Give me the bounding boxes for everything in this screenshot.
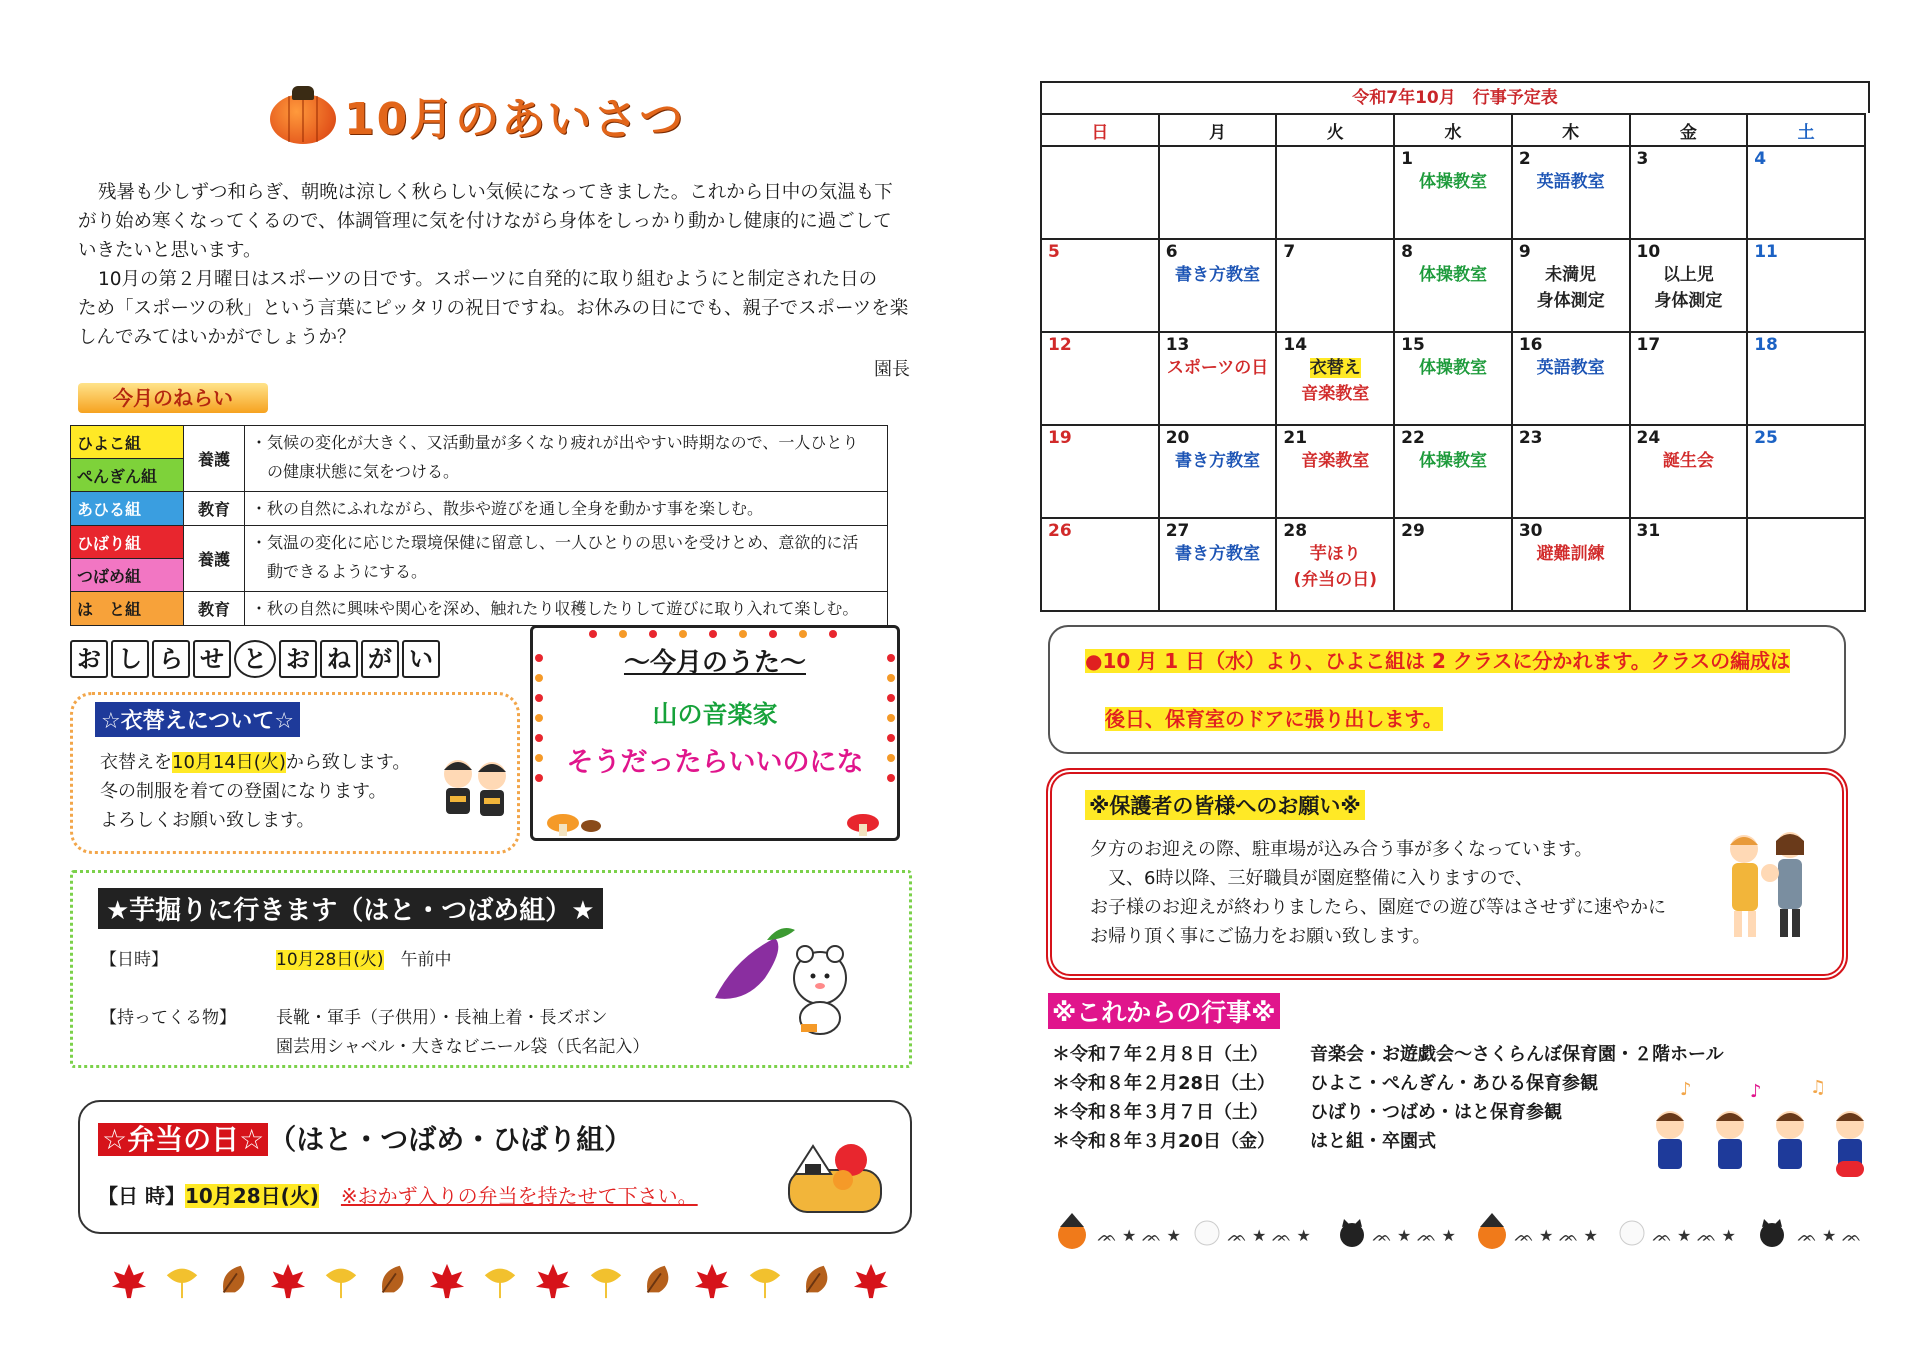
calendar-day-cell [1159,239,1277,332]
imohori-date-label: 【日時】 [100,950,168,970]
brown-leaf-icon [799,1262,837,1300]
calendar-event [1283,381,1387,407]
edu-label: 教育 [184,492,245,526]
calendar-event-text: 英語教室 [1536,358,1605,378]
koromogae-title: ☆衣替えについて☆ [95,702,300,737]
list-item [1052,1040,1724,1069]
heading-char: せ [193,640,231,678]
greeting-line: がり始め寒くなってくるので、体調管理に気を付けながら身体をしっかり動かし健康的に過ごして [78,211,892,232]
calendar-event-text: 書き方教室 [1175,265,1261,285]
calendar-day-cell [1512,332,1630,425]
calendar-event-text: 体操教室 [1418,451,1487,471]
maple-leaf-icon [269,1262,307,1300]
calendar-event-text: 以上児 [1662,265,1714,285]
koromogae-text: 衣替えを [100,752,172,773]
calendar-day-cell [1630,332,1748,425]
day-number: 28 [1283,521,1308,541]
calendar-day-cell [1630,425,1748,518]
calendar-title: 令和7年10月 行事予定表 [1040,81,1870,113]
calendar-week-row [1041,518,1865,611]
maple-leaf-icon [428,1262,466,1300]
day-number: 2 [1518,149,1531,169]
autumn-leaves-border [110,1262,890,1300]
greeting-signature: 園長 [874,359,910,380]
greeting-line: 残暑も少しずつ和らぎ、朝晩は涼しく秋らしい気候になってきました。これから日中の気温も下 [98,182,893,203]
list-item [1052,1098,1724,1127]
maple-leaf-icon [534,1262,572,1300]
weekday-header: 日 [1041,114,1159,146]
koromogae-body [100,748,410,835]
svg-text:♪: ♪ [1680,1079,1692,1100]
edu-label: 教育 [184,592,245,626]
calendar-event [1283,541,1387,567]
calendar-day-cell [1512,518,1630,611]
bento-box-illustration [785,1140,885,1216]
calendar-day-cell [1041,239,1159,332]
class-label: ひよこ組 [71,426,184,459]
bento-title-red: ☆弁当の日☆ [98,1123,268,1156]
imohori-items: 園芸用シャベル・大きなビニール袋（氏名記入） [276,1037,650,1057]
heading-char: が [361,640,399,678]
day-number: 20 [1165,428,1190,448]
weekday-header: 土 [1747,114,1865,146]
calendar-day-cell [1394,425,1512,518]
care-text-line: ・気温の変化に応じた環境保健に留意し、一人ひとりの思いを受けとめ、意欲的に活 [251,533,859,552]
svg-text:ᨏ ★ ᨏ: ᨏ ★ ᨏ [1797,1226,1862,1245]
maple-leaf-icon [693,1262,731,1300]
class-label: つばめ組 [71,559,184,592]
calendar-day-cell [1747,332,1865,425]
calendar-event [1166,541,1270,567]
care-text [245,526,888,592]
day-number: 18 [1754,335,1778,355]
calendar-event [1283,448,1387,474]
greeting-paragraph [78,178,918,352]
svg-text:ᨏ ★ ᨏ ★: ᨏ ★ ᨏ ★ [1514,1226,1598,1245]
bento-title-classes: （はと・つばめ・ひばり組） [268,1123,633,1156]
calendar-grid [1040,113,1866,612]
care-text [245,426,888,492]
list-item [1052,1127,1724,1156]
greeting-line: いきたいと思います。 [78,240,262,261]
calendar-event [1401,262,1505,288]
care-label: 養護 [184,426,245,492]
calendar-event-text: (弁当の日) [1293,570,1378,590]
calendar-event [1637,448,1741,474]
day-number: 15 [1401,335,1425,355]
calendar-day-cell [1041,332,1159,425]
heading-char: し [111,640,149,678]
calendar-day-cell [1159,332,1277,425]
day-number: 19 [1048,428,1072,448]
parent-request-title: ※保護者の皆様へのお願い※ [1085,790,1365,820]
calendar-event-text: 英語教室 [1536,172,1605,192]
day-number: 26 [1048,521,1072,541]
calendar-day-cell [1276,518,1394,611]
imohori-title: ★芋掘りに行きます（はと・つばめ組）★ [98,888,603,929]
calendar-event [1401,448,1505,474]
calendar-event [1283,567,1387,593]
request-line: 夕方のお迎えの際、駐車場が込み合う事が多くなっています。 [1090,839,1593,860]
calendar-event [1401,169,1505,195]
calendar-day-cell [1041,146,1159,239]
svg-text:ᨏ ★ ᨏ ★: ᨏ ★ ᨏ ★ [1372,1226,1456,1245]
calendar-event-text: 書き方教室 [1175,544,1261,564]
care-text-line: ・気候の変化が大きく、又活動量が多くなり疲れが出やすい時期なので、一人ひとり [251,433,859,452]
imohori-items-label: 【持ってくる物】 [100,1008,236,1028]
song-name-2: そうだったらいいのにな [566,747,864,778]
event-name: はと組・卒園式 [1310,1131,1436,1152]
day-number: 8 [1401,242,1413,262]
parent-teacher-illustration [1718,825,1818,945]
heading-char: ね [320,640,358,678]
calendar-week-row [1041,425,1865,518]
greeting-heading [270,80,685,150]
request-line: お子様のお迎えが終わりましたら、園庭での遊び等はさせずに速やかに [1090,897,1666,918]
koromogae-text: よろしくお願い致します。 [100,810,315,831]
day-number: 11 [1754,242,1778,262]
calendar-event-text: 未満児 [1545,265,1597,285]
svg-text:♪: ♪ [1750,1081,1762,1102]
children-illustration [436,752,516,824]
event-date: ＊令和７年２月８日（土） [1052,1044,1268,1065]
calendar-event-text: 芋ほり [1309,544,1361,564]
calendar-day-cell [1276,332,1394,425]
ginkgo-leaf-icon [746,1262,784,1300]
greeting-line: ため「スポーツの秋」という言葉にピッタリの祝日ですね。お休みの日にでも、親子でスポーツを楽 [78,298,909,319]
calendar-day-cell [1041,518,1159,611]
class-label: ぺんぎん組 [71,459,184,492]
heading-char: い [402,640,440,678]
maple-leaf-icon [852,1262,890,1300]
bento-title [98,1118,632,1158]
calendar-event [1519,541,1623,567]
calendar-day-cell [1630,146,1748,239]
bento-note: ※おかず入りの弁当を持たせて下さい。 [340,1184,698,1208]
aims-title: 今月のねらい [78,383,268,413]
upcoming-events-list [1052,1040,1724,1156]
calendar-day-cell [1747,239,1865,332]
svg-text:ᨏ ★ ᨏ ★: ᨏ ★ ᨏ ★ [1227,1226,1311,1245]
calendar-event [1166,355,1270,381]
heading-char: お [70,640,108,678]
day-number: 10 [1636,242,1661,262]
edu-text: ・秋の自然にふれながら、散歩や遊びを通し全身を動かす事を楽しむ。 [245,492,888,526]
edu-text: ・秋の自然に興味や関心を深め、触れたり収穫したりして遊びに取り入れて楽しむ。 [245,592,888,626]
calendar-event [1401,355,1505,381]
day-number: 17 [1636,335,1661,355]
calendar-week-row [1041,146,1865,239]
maple-leaf-icon [110,1262,148,1300]
notice-line: ●10 月 1 日（水）より、ひよこ組は 2 クラスに分かれます。クラスの編成は [1085,649,1791,673]
calendar-day-cell [1747,146,1865,239]
calendar-event [1166,448,1270,474]
kids-band-illustration [1640,1075,1880,1195]
brown-leaf-icon [640,1262,678,1300]
pumpkin-icon [270,86,336,144]
calendar-event-text: 身体測定 [1536,291,1605,311]
calendar-event-text: 音楽教室 [1301,451,1370,471]
calendar-event-text: 避難訓練 [1536,544,1605,564]
event-date: ＊令和８年２月28日（土） [1052,1073,1276,1094]
day-number: 23 [1518,428,1543,448]
bento-date-line [98,1180,698,1209]
calendar-event [1519,288,1623,314]
song-name-1: 山の音楽家 [652,700,778,729]
calendar-event [1637,262,1741,288]
care-text-line: 動できるようにする。 [267,562,428,581]
day-number: 5 [1048,242,1060,262]
greeting-line: 10月の第２月曜日はスポーツの日です。スポーツに自発的に取り組むようにと制定された日の [98,269,878,290]
imohori-date [276,945,452,970]
parent-request-body [1090,835,1666,951]
care-text-line: の健康状態に気をつける。 [267,462,460,481]
calendar-day-cell [1276,425,1394,518]
calendar-day-cell [1159,518,1277,611]
ginkgo-leaf-icon [587,1262,625,1300]
day-number: 29 [1401,521,1425,541]
day-number: 4 [1754,149,1767,169]
weekday-header: 金 [1630,114,1748,146]
class-label: は と組 [71,592,184,626]
day-number: 27 [1165,521,1190,541]
calendar-event [1519,355,1623,381]
greeting-title: 10月のあいさつ [344,94,686,145]
calendar-event [1637,288,1741,314]
day-number: 24 [1636,428,1661,448]
weekday-header: 水 [1394,114,1512,146]
koromogae-text: から致します。 [285,752,411,773]
brown-leaf-icon [375,1262,413,1300]
day-number: 6 [1165,242,1178,262]
calendar-day-cell [1159,425,1277,518]
calendar-day-cell [1159,146,1277,239]
halloween-border [1052,1213,1874,1253]
request-line: お帰り頂く事にご協力をお願い致します。 [1090,926,1431,947]
imohori-items: 長靴・軍手（子供用）・長袖上着・長ズボン [276,1008,608,1028]
request-line: 又、6時以降、三好職員が園庭整備に入りますので、 [1090,868,1534,889]
calendar-day-cell [1276,239,1394,332]
event-date: ＊令和８年３月20日（金） [1052,1131,1276,1152]
calendar-event-text: 衣替え [1309,358,1361,378]
calendar-event-text: 書き方教室 [1175,451,1261,471]
calendar-day-cell [1512,425,1630,518]
ginkgo-leaf-icon [322,1262,360,1300]
koromogae-date: 10月14日(火) [172,752,286,773]
day-number: 1 [1401,149,1413,169]
day-number: 13 [1165,335,1190,355]
calendar-event-text: 体操教室 [1418,358,1487,378]
event-name: ひよこ・ぺんぎん・あひる保育参観 [1310,1073,1598,1094]
calendar-day-cell [1512,239,1630,332]
calendar-day-cell [1630,239,1748,332]
calendar-day-cell [1394,239,1512,332]
calendar-week-row [1041,239,1865,332]
calendar-event [1519,262,1623,288]
koromogae-text: 冬の制服を着ての登園になります。 [100,781,387,802]
day-number: 9 [1518,242,1531,262]
aims-table [70,425,888,626]
day-number: 25 [1754,428,1778,448]
calendar-event-text: 体操教室 [1418,172,1487,192]
heading-char: と [234,640,276,678]
sweet-potato-bear-illustration [705,918,855,1038]
class-label: あひる組 [71,492,184,526]
day-number: 31 [1636,521,1661,541]
day-number: 14 [1283,335,1308,355]
calendar-day-cell [1394,332,1512,425]
calendar-day-cell [1747,425,1865,518]
calendar-day-cell [1747,518,1865,611]
imohori-time: 午前中 [400,950,452,970]
calendar-day-cell [1041,425,1159,518]
care-label: 養護 [184,526,245,592]
notice-line: 後日、保育室のドアに張り出します。 [1105,707,1443,731]
day-number: 3 [1636,149,1649,169]
day-number: 12 [1048,335,1072,355]
event-name: 音楽会・お遊戯会～さくらんぼ保育園・２階ホール [1310,1044,1724,1065]
calendar-event [1283,355,1387,381]
day-number: 30 [1518,521,1543,541]
calendar-day-cell [1512,146,1630,239]
brown-leaf-icon [216,1262,254,1300]
class-split-notice [1105,703,1443,732]
calendar-event-text: 身体測定 [1654,291,1723,311]
event-date: ＊令和８年３月７日（土） [1052,1102,1268,1123]
calendar-event [1166,262,1270,288]
calendar-event-text: 誕生会 [1662,451,1714,471]
class-split-notice [1085,645,1790,674]
calendar-day-cell [1394,146,1512,239]
calendar-day-cell [1394,518,1512,611]
greeting-line: しんでみてはいかがでしょうか？ [78,327,356,348]
day-number: 21 [1283,428,1308,448]
calendar-event-text: 体操教室 [1418,265,1487,285]
class-label: ひばり組 [71,526,184,559]
upcoming-events-title: ※これからの行事※ [1048,993,1280,1029]
calendar-week-row [1041,332,1865,425]
bento-date: 10月28日(火) [184,1184,319,1208]
calendar-day-cell [1276,146,1394,239]
calendar-event-text: 音楽教室 [1301,384,1370,404]
calendar-day-cell [1630,518,1748,611]
day-number: 22 [1401,428,1425,448]
weekday-header: 火 [1276,114,1394,146]
event-calendar [1040,81,1866,612]
day-number: 16 [1518,335,1543,355]
event-name: ひばり・つばめ・はと保育参観 [1310,1102,1562,1123]
heading-char: ら [152,640,190,678]
ginkgo-leaf-icon [481,1262,519,1300]
bento-date-label: 【日 時】 [98,1184,185,1208]
song-title: ～今月のうた～ [623,648,806,678]
ginkgo-leaf-icon [163,1262,201,1300]
calendar-event-text: スポーツの日 [1166,358,1269,378]
imohori-date-value: 10月28日(火) [276,950,384,970]
weekday-header: 木 [1512,114,1630,146]
list-item [1052,1069,1724,1098]
day-number: 7 [1283,242,1296,262]
heading-char: お [279,640,317,678]
weekday-header: 月 [1159,114,1277,146]
svg-text:ᨏ ★ ᨏ ★: ᨏ ★ ᨏ ★ [1652,1226,1736,1245]
svg-text:ᨏ ★ ᨏ ★: ᨏ ★ ᨏ ★ [1097,1226,1181,1245]
svg-text:♫: ♫ [1810,1077,1827,1098]
notices-heading [70,640,440,678]
calendar-event [1519,169,1623,195]
